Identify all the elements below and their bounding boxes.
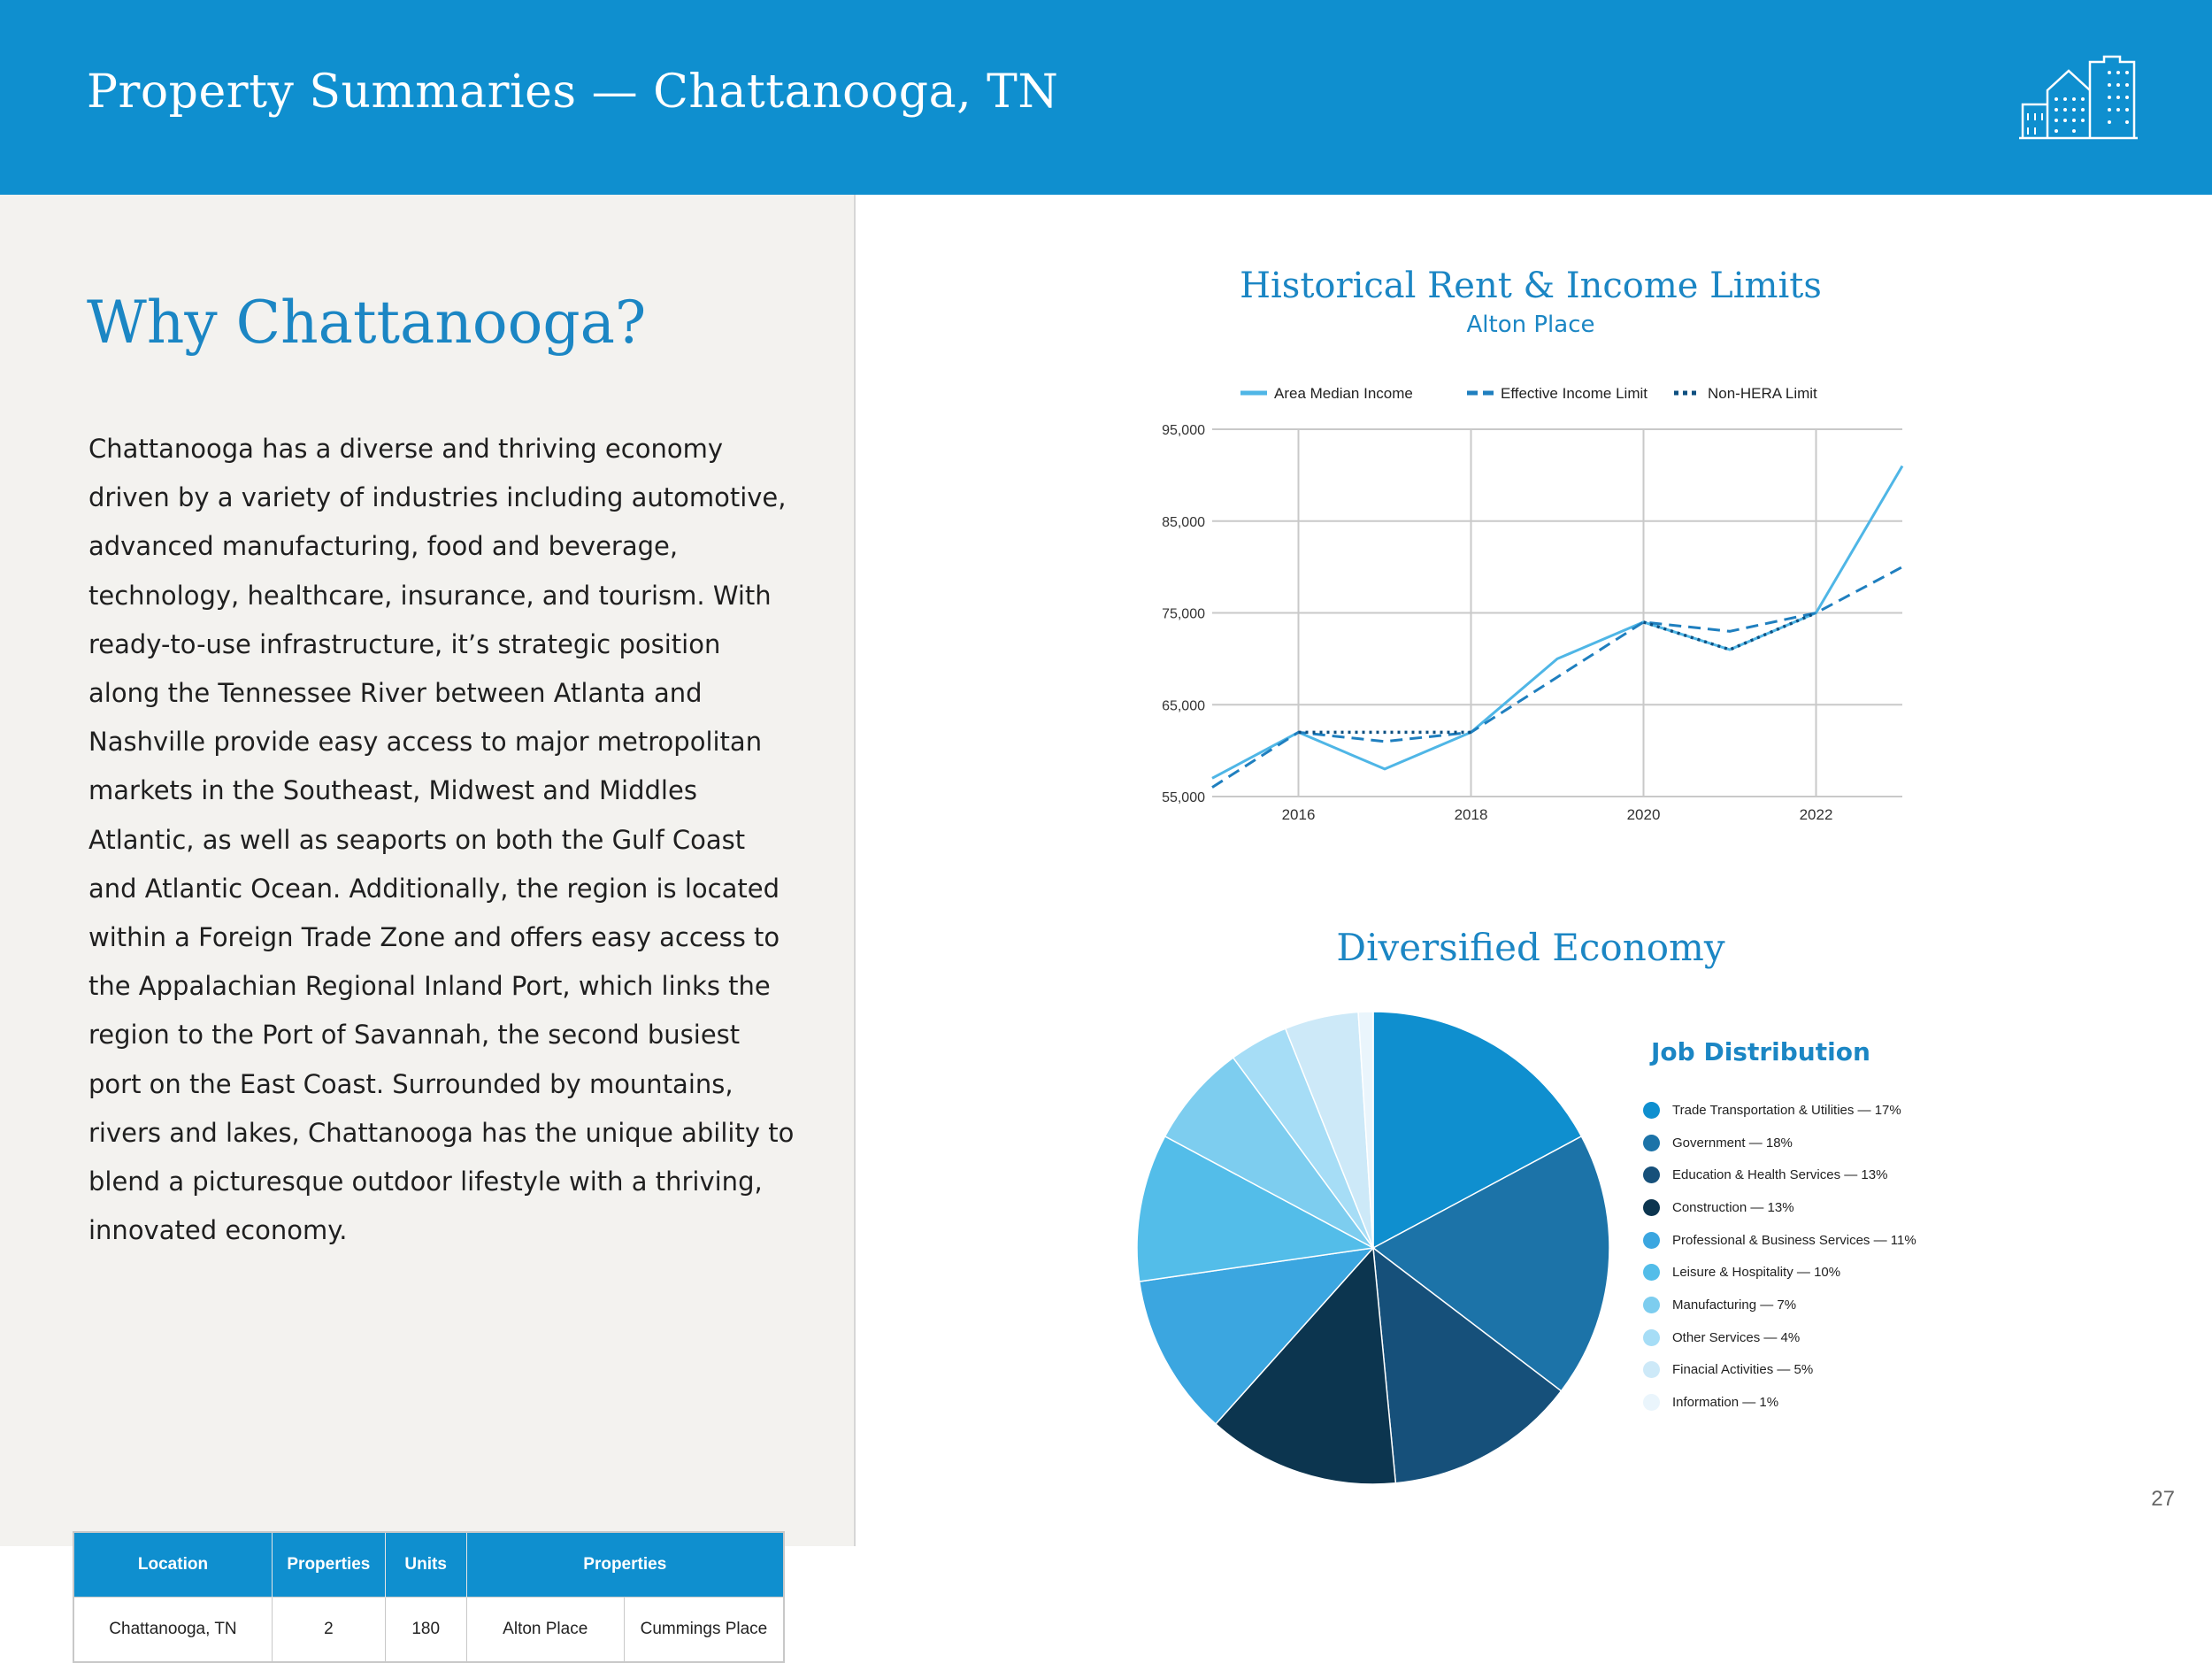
economy-chart-title: Diversified Economy bbox=[1336, 926, 1725, 969]
table-header-row bbox=[73, 1532, 784, 1598]
legend-dot bbox=[1643, 1329, 1660, 1346]
legend-dot bbox=[1643, 1361, 1660, 1378]
job-distribution-pie-chart bbox=[1133, 1007, 1628, 1503]
legend-label: Leisure & Hospitality — 10% bbox=[1672, 1265, 1841, 1281]
y-tick-label: 65,000 bbox=[1162, 698, 1205, 714]
series-line bbox=[1212, 567, 1902, 788]
why-heading: Why Chattanooga? bbox=[87, 289, 647, 357]
y-tick-label: 75,000 bbox=[1162, 606, 1205, 622]
legend-label: Construction — 13% bbox=[1672, 1199, 1794, 1215]
legend-item bbox=[1643, 1224, 1916, 1257]
x-tick-label: 2018 bbox=[1454, 806, 1488, 823]
legend-item bbox=[1643, 1354, 1916, 1387]
rent-income-line-chart bbox=[1133, 372, 1929, 832]
legend-item bbox=[1643, 1256, 1916, 1289]
legend-label: Manufacturing — 7% bbox=[1672, 1297, 1797, 1313]
page-title: Property Summaries — Chattanooga, TN bbox=[87, 65, 1059, 119]
legend-label: Information — 1% bbox=[1672, 1395, 1779, 1411]
table-row bbox=[73, 1598, 784, 1663]
x-tick-label: 2016 bbox=[1281, 806, 1316, 823]
header-properties: Properties bbox=[466, 1532, 784, 1598]
legend-dot bbox=[1643, 1166, 1660, 1183]
buildings-icon bbox=[2017, 55, 2139, 140]
property-summary-table bbox=[73, 1531, 785, 1663]
legend-label: Area Median Income bbox=[1274, 385, 1413, 402]
legend-item bbox=[1643, 1191, 1916, 1224]
x-tick-label: 2020 bbox=[1626, 806, 1661, 823]
legend-label: Government — 18% bbox=[1672, 1135, 1793, 1151]
legend-item bbox=[1643, 1386, 1916, 1419]
header-units: Units bbox=[385, 1532, 466, 1598]
legend-dot bbox=[1643, 1199, 1660, 1216]
legend-label: Finacial Activities — 5% bbox=[1672, 1362, 1814, 1378]
y-tick-label: 55,000 bbox=[1162, 790, 1205, 805]
cell-property-1: Alton Place bbox=[466, 1598, 624, 1663]
cell-units: 180 bbox=[385, 1598, 466, 1663]
cell-property-2: Cummings Place bbox=[624, 1598, 784, 1663]
left-panel bbox=[0, 195, 856, 1638]
legend-item bbox=[1643, 1159, 1916, 1191]
why-body-text: Chattanooga has a diverse and thriving economy driven by a variety of industries including automotive, advanced manufacturing, food and beverage, technology, healthcare, insurance, and tourism. With ready-to-use infrastructure, it’s strategic position along the Tennessee River between Atlanta and Nashville provide easy access to major metropolitan markets in the Southeast, Midwest and Middles Atlantic, as well as seaports on both the Gulf Coast and Atlantic Ocean. Additionally, the region is located within a Foreign Trade Zone and offers easy access to the Appalachian Regional Inland Port, which links the region to the Port of Savannah, the second busiest port on the East Coast. Surrounded by mountains, rivers and lakes, Chattanooga has the unique ability to blend a picturesque outdoor lifestyle with a thriving, innovated economy. bbox=[88, 434, 795, 1246]
cell-location: Chattanooga, TN bbox=[73, 1598, 272, 1663]
y-tick-label: 95,000 bbox=[1162, 423, 1205, 438]
job-distribution-legend bbox=[1643, 1094, 1916, 1419]
legend-item bbox=[1643, 1321, 1916, 1354]
legend-dot bbox=[1643, 1264, 1660, 1281]
job-distribution-legend-title: Job Distribution bbox=[1651, 1037, 1870, 1066]
legend-dot bbox=[1643, 1297, 1660, 1313]
legend-label: Professional & Business Services — 11% bbox=[1672, 1232, 1916, 1248]
legend-label: Trade Transportation & Utilities — 17% bbox=[1672, 1102, 1901, 1118]
legend-label: Effective Income Limit bbox=[1501, 385, 1647, 402]
cell-properties-count: 2 bbox=[272, 1598, 385, 1663]
rent-chart-subtitle: Alton Place bbox=[1466, 312, 1595, 338]
series-line bbox=[1212, 466, 1902, 779]
legend-item bbox=[1643, 1289, 1916, 1321]
legend-item bbox=[1643, 1127, 1916, 1159]
page-number: 27 bbox=[2151, 1487, 2175, 1511]
page-header bbox=[0, 0, 2212, 195]
legend-label: Other Services — 4% bbox=[1672, 1329, 1801, 1345]
rent-chart-title: Historical Rent & Income Limits bbox=[1240, 266, 1822, 306]
legend-label: Non-HERA Limit bbox=[1708, 385, 1817, 402]
x-tick-label: 2022 bbox=[1799, 806, 1833, 823]
y-tick-label: 85,000 bbox=[1162, 514, 1205, 530]
legend-dot bbox=[1643, 1135, 1660, 1151]
legend-label: Education & Health Services — 13% bbox=[1672, 1167, 1888, 1183]
legend-dot bbox=[1643, 1394, 1660, 1411]
legend-dot bbox=[1643, 1102, 1660, 1119]
legend-item bbox=[1643, 1094, 1916, 1127]
header-location: Location bbox=[73, 1532, 272, 1598]
header-properties-count: Properties bbox=[272, 1532, 385, 1598]
legend-dot bbox=[1643, 1232, 1660, 1249]
